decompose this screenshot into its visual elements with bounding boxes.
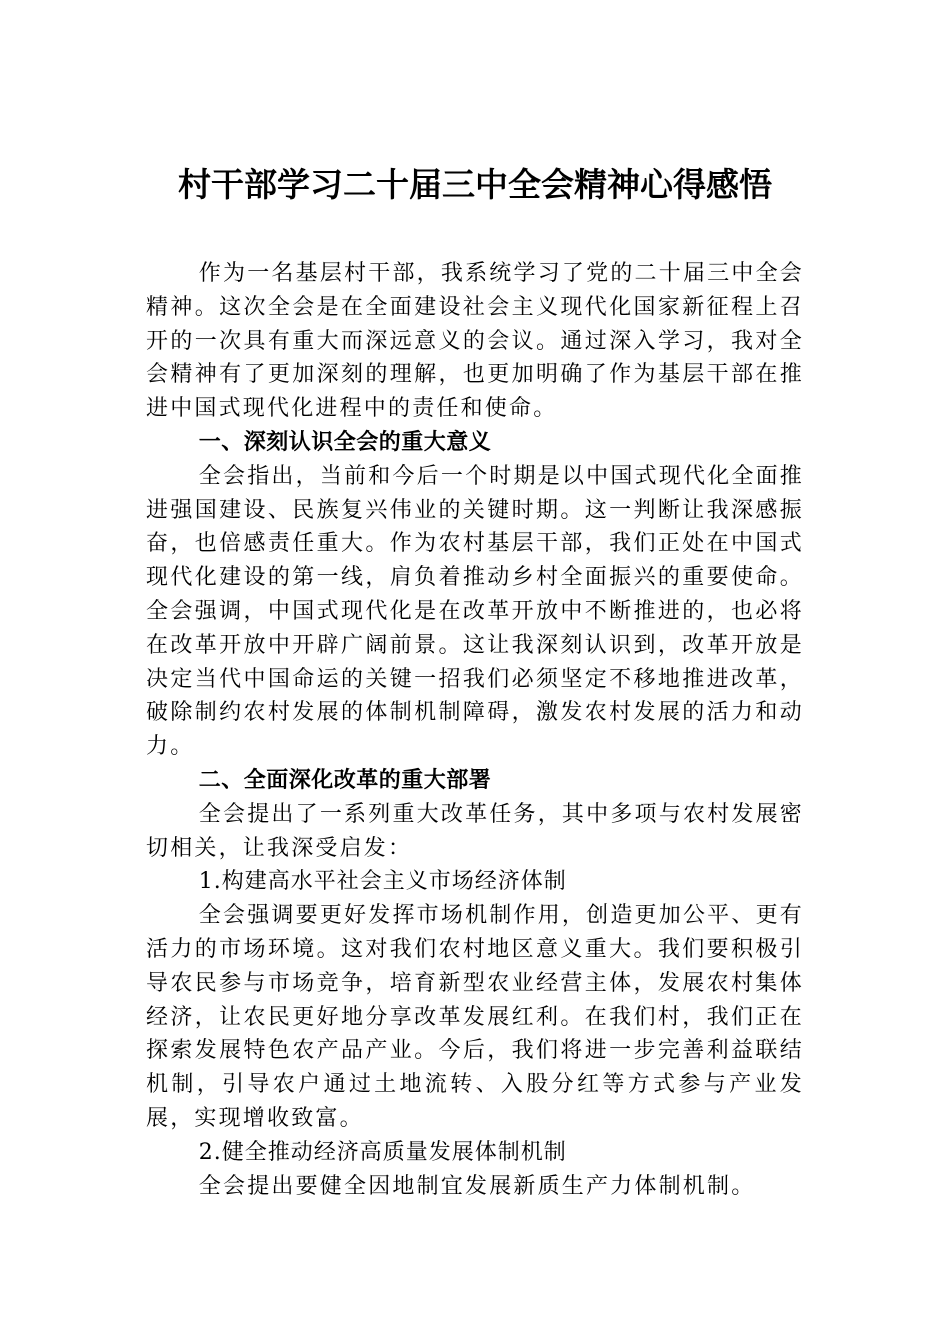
subheading-2-2: 2.健全推动经济高质量发展体制机制 — [198, 1139, 567, 1165]
section-1-paragraph: 全会指出，当前和今后一个时期是以中国式现代化全面推进强国建设、民族复兴伟业的关键时期。这一判断让我深感振奋，也倍感责任重大。作为农村基层干部，我们正处在中国式现代化建设的第一线，肩负着推动乡村全面振兴的重要使命。全会强调，中国式现代化是在改革开放中不断推进的，也必将在改革开放中开辟广阔前景。这让我深刻认识到，改革开放是决定当代中国命运的关键一招我们必须坚定不移地推进改革，破除制约农村发展的体制机制障碍，激发农村发展的活力和动力。 — [146, 463, 804, 760]
intro-paragraph: 作为一名基层村干部，我系统学习了党的二十届三中全会精神。这次全会是在全面建设社会主义现代化国家新征程上召开的一次具有重大而深远意义的会议。通过深入学习，我对全会精神有了更加深刻的理解，也更加明确了作为基层干部在推进中国式现代化进程中的责任和使命。 — [146, 261, 804, 422]
subsection-2-2-paragraph: 全会提出要健全因地制宜发展新质生产力体制机制。 — [198, 1173, 756, 1199]
section-2-intro-paragraph: 全会提出了一系列重大改革任务，其中多项与农村发展密切相关，让我深受启发： — [146, 801, 804, 861]
section-heading-2: 二、全面深化改革的重大部署 — [198, 767, 492, 793]
subsection-2-1-paragraph: 全会强调要更好发挥市场机制作用，创造更加公平、更有活力的市场环境。这对我们农村地区意义重大。我们要积极引导农民参与市场竞争，培育新型农业经营主体，发展农村集体经济，让农民更好地分享改革发展红利。在我们村，我们正在探索发展特色农产品产业。今后，我们将进一步完善利益联结机制，引导农户通过土地流转、入股分红等方式参与产业发展，实现增收致富。 — [146, 903, 804, 1131]
document-title: 村干部学习二十届三中全会精神心得感悟 — [178, 165, 772, 204]
document-body — [146, 257, 804, 1203]
section-heading-1: 一、深刻认识全会的重大意义 — [198, 429, 492, 455]
subheading-2-1: 1.构建高水平社会主义市场经济体制 — [198, 869, 567, 895]
